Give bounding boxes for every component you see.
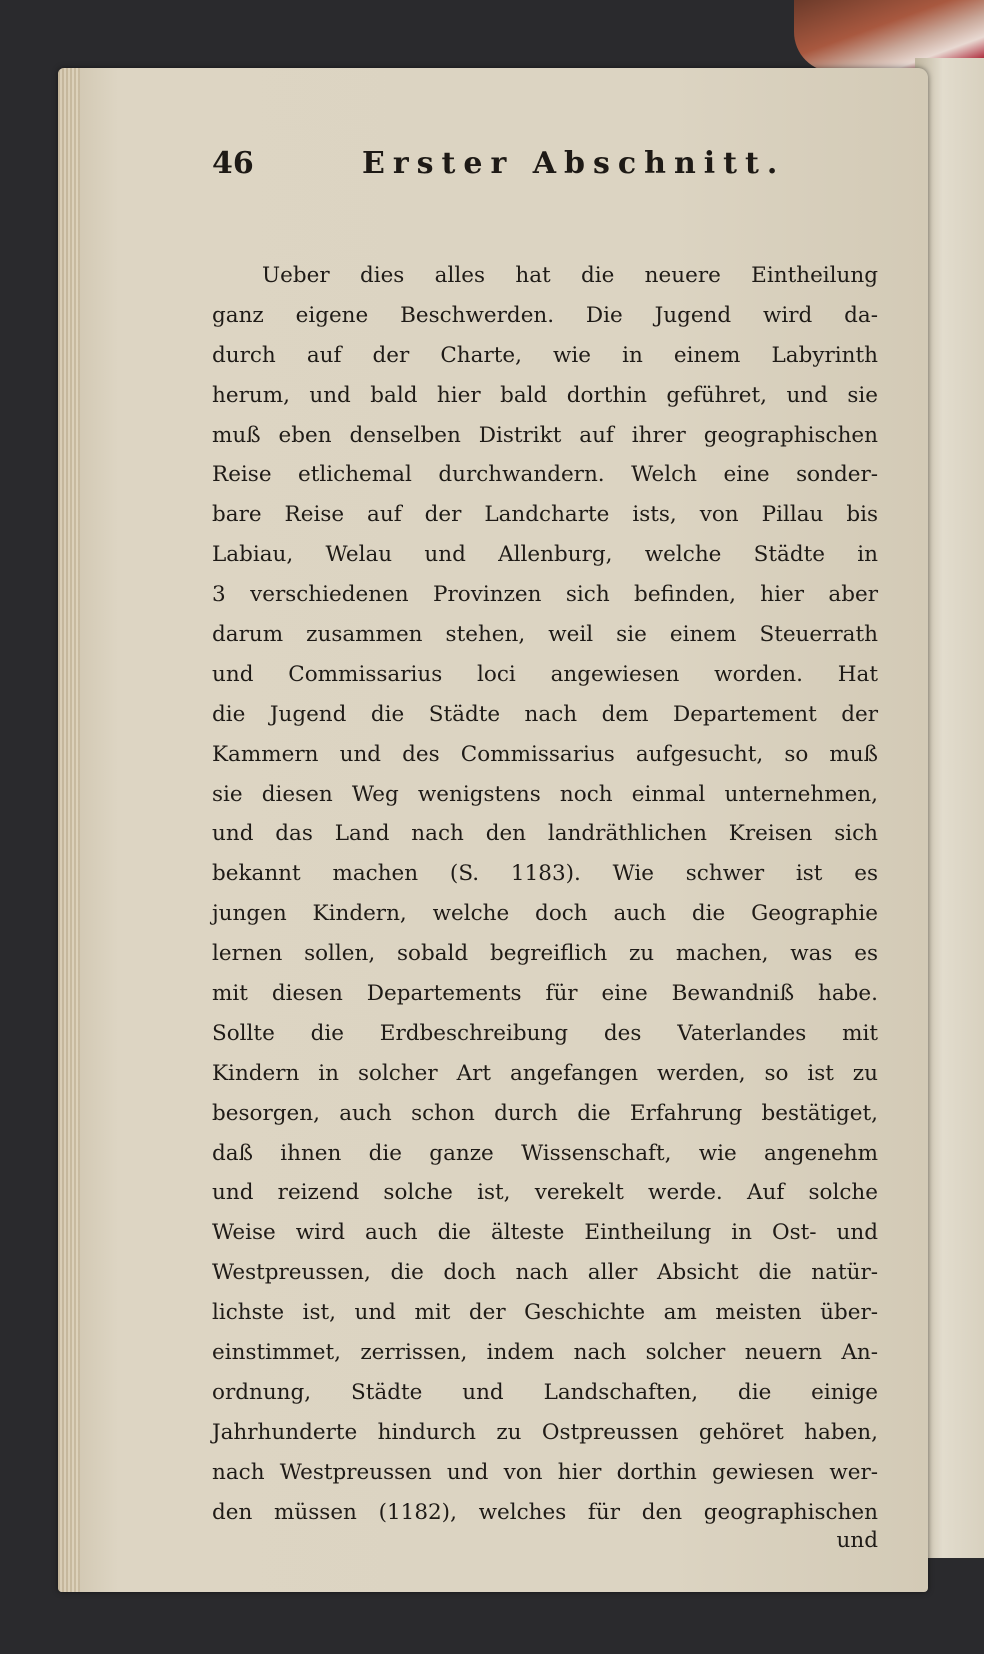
text-line: lichste ist, und mit der Geschichte am meisten über- [212, 1300, 878, 1326]
text-line: mit diesen Departements für eine Bewandniß habe. [212, 981, 878, 1007]
text-line: ganz eigene Beschwerden. Die Jugend wird da- [212, 302, 878, 328]
text-line: Westpreussen, die doch nach aller Absicht die natür- [212, 1260, 878, 1286]
text-line: Reise etlichemal durchwandern. Welch eine sonder- [212, 462, 878, 488]
text-line: Weise wird auch die älteste Eintheilung in Ost- und [212, 1220, 878, 1246]
text-line: den müssen (1182), welches für den geographischen [212, 1499, 878, 1525]
text-line: und reizend solche ist, verekelt werde. Auf solche [212, 1180, 878, 1206]
text-line: Labiau, Welau und Allenburg, welche Städte in [212, 542, 878, 568]
text-line: lernen sollen, sobald begreiflich zu machen, was es [212, 941, 878, 967]
text-line: nach Westpreussen und von hier dorthin gewiesen wer- [212, 1459, 878, 1485]
page-header [212, 146, 832, 190]
text-line: Kammern und des Commissarius aufgesucht, so muß [212, 741, 878, 767]
text-line: und Commissarius loci angewiesen worden. Hat [212, 661, 878, 687]
book-page [58, 68, 928, 1592]
text-line: jungen Kindern, welche doch auch die Geographie [212, 901, 878, 927]
text-line: ordnung, Städte und Landschaften, die einige [212, 1379, 878, 1405]
text-line: herum, und bald hier bald dorthin geführet, und sie [212, 382, 878, 408]
text-line: einstimmet, zerrissen, indem nach solcher neuern An- [212, 1340, 878, 1366]
page-edges [58, 68, 80, 1592]
page-body-text [212, 256, 878, 1533]
text-line: Jahrhunderte hindurch zu Ostpreussen gehöret haben, [212, 1419, 878, 1445]
page-number: 46 [212, 146, 254, 181]
text-line: durch auf der Charte, wie in einem Labyrinth [212, 342, 878, 368]
text-line: daß ihnen die ganze Wissenschaft, wie angenehm [212, 1140, 878, 1166]
text-line: Ueber dies alles hat die neuere Eintheilung [262, 263, 878, 288]
text-line: Kindern in solcher Art angefangen werden, so ist zu [212, 1060, 878, 1086]
text-line: darum zusammen stehen, weil sie einem Steuerrath [212, 622, 878, 648]
text-line: 3 verschiedenen Provinzen sich befinden, hier aber [212, 582, 878, 608]
text-line: bekannt machen (S. 1183). Wie schwer ist es [212, 861, 878, 887]
text-line: Sollte die Erdbeschreibung des Vaterlandes mit [212, 1020, 878, 1046]
text-line: besorgen, auch schon durch die Erfahrung bestätiget, [212, 1100, 878, 1126]
running-title: Erster Abschnitt. [362, 146, 786, 181]
text-line: die Jugend die Städte nach dem Departement der [212, 701, 878, 727]
text-line: sie diesen Weg wenigstens noch einmal unternehmen, [212, 781, 878, 807]
text-line: und das Land nach den landräthlichen Kreisen sich [212, 821, 878, 847]
text-line: muß eben denselben Distrikt auf ihrer geographischen [212, 422, 878, 448]
catchword: und [836, 1528, 878, 1553]
text-line: bare Reise auf der Landcharte ists, von Pillau bis [212, 502, 878, 528]
